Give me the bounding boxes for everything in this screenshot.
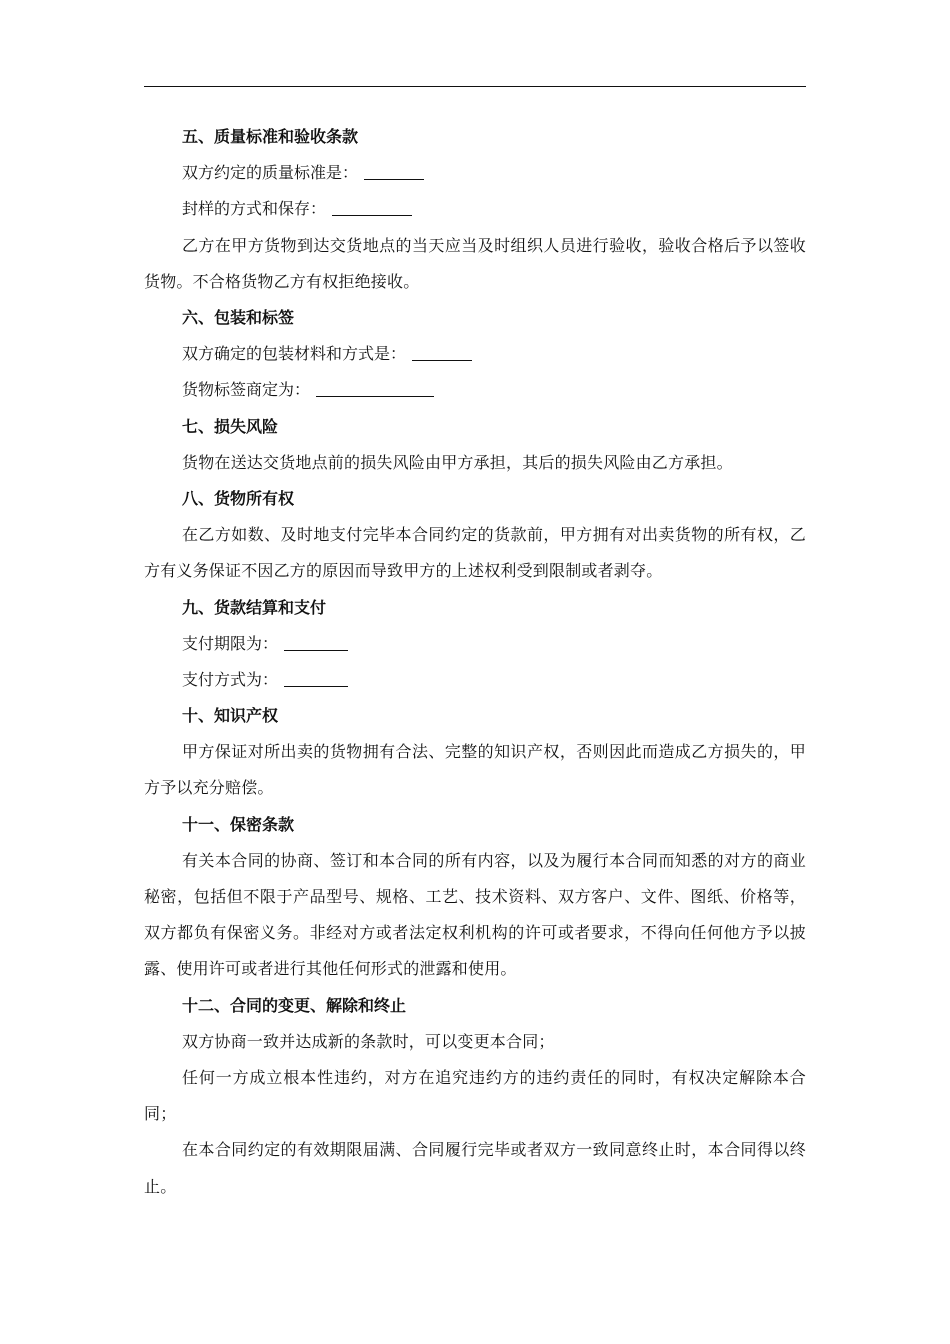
inspection-paragraph: 乙方在甲方货物到达交货地点的当天应当及时组织人员进行验收，验收合格后予以签收货物。不合格货物乙方有权拒绝接收。 [144,235,806,291]
quality-standard-line [144,155,806,191]
packaging-line [144,336,806,372]
goods-label-line [144,372,806,408]
packaging-label: 双方确定的包装材料和方式是： [182,344,407,364]
ip-paragraph: 甲方保证对所出卖的货物拥有合法、完整的知识产权，否则因此而造成乙方损失的，甲方予以充分赔偿。 [144,742,806,798]
section-10-heading: 十、知识产权 [182,706,279,726]
payment-term-label: 支付期限为： [182,633,279,653]
rescind-paragraph: 任何一方成立根本性违约，对方在追究违约方的违约责任的同时，有权决定解除本合同； [144,1068,806,1124]
contract-body [144,119,806,1205]
section-6-heading: 六、包装和标签 [182,307,295,327]
payment-method-line [144,662,806,698]
payment-method-blank[interactable] [284,669,348,687]
section-11-heading: 十一、保密条款 [182,814,295,834]
risk-paragraph: 货物在送达交货地点前的损失风险由甲方承担，其后的损失风险由乙方承担。 [182,452,733,472]
sample-sealing-blank[interactable] [332,198,412,216]
change-paragraph: 双方协商一致并达成新的条款时，可以变更本合同； [182,1031,555,1051]
sample-sealing-line [144,191,806,227]
packaging-blank[interactable] [412,343,472,361]
confidentiality-paragraph: 有关本合同的协商、签订和本合同的所有内容，以及为履行本合同而知悉的对方的商业秘密，包括但不限于产品型号、规格、工艺、技术资料、双方客户、文件、图纸、价格等，双方都负有保密义务。非经对方或者法定权利机构的许可或者要求，不得向任何他方予以披露、使用许可或者进行其他任何形式的泄露和使用。 [144,850,806,979]
section-5-heading: 五、质量标准和验收条款 [182,127,359,146]
section-9-heading: 九、货款结算和支付 [182,597,327,617]
quality-standard-label: 双方约定的质量标准是： [182,163,359,183]
payment-term-blank[interactable] [284,633,348,651]
goods-label-blank[interactable] [316,379,434,397]
ownership-paragraph: 在乙方如数、及时地支付完毕本合同约定的货款前，甲方拥有对出卖货物的所有权，乙方有义务保证不因乙方的原因而导致甲方的上述权利受到限制或者剥夺。 [144,525,806,581]
header-rule [144,86,806,87]
section-8-heading: 八、货物所有权 [182,488,295,508]
quality-standard-blank[interactable] [364,162,424,180]
goods-label-label: 货物标签商定为： [182,380,311,400]
terminate-paragraph: 在本合同约定的有效期限届满、合同履行完毕或者双方一致同意终止时，本合同得以终止。 [144,1140,806,1196]
section-12-heading: 十二、合同的变更、解除和终止 [182,995,407,1015]
sample-sealing-label: 封样的方式和保存： [182,199,327,219]
section-7-heading: 七、损失风险 [182,416,279,436]
payment-method-label: 支付方式为： [182,669,279,689]
payment-term-line [144,626,806,662]
